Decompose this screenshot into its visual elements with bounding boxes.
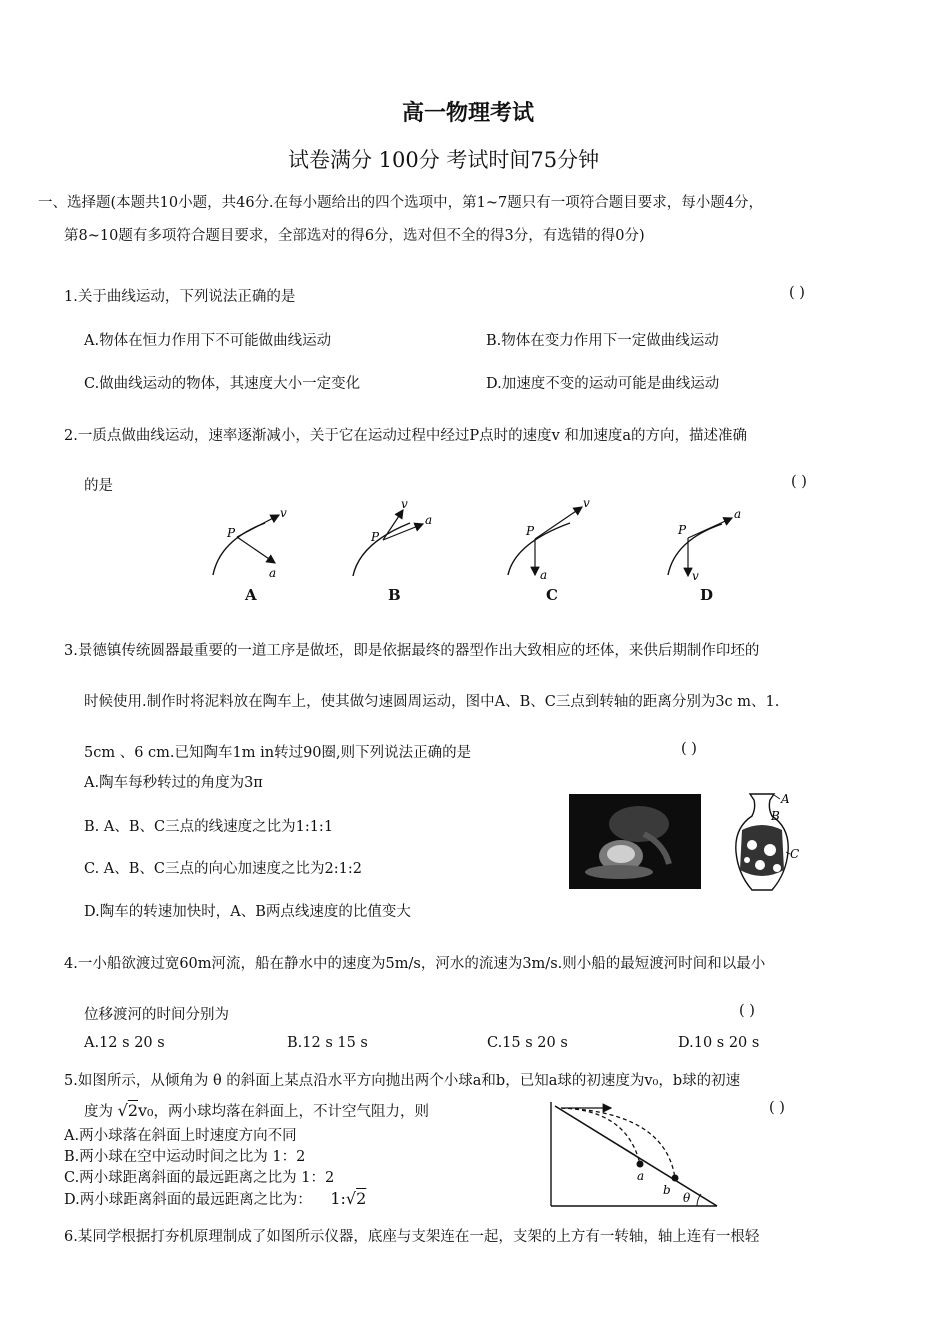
vase-label-c: C bbox=[790, 847, 800, 861]
fig-a-p-label: P bbox=[227, 526, 236, 540]
q5-v0b: v₀ bbox=[138, 1101, 154, 1120]
fig-d-p-label: P bbox=[678, 523, 687, 537]
q4-stem-line1: 4.一小船欲渡过宽60m河流，船在静水中的速度为5m/s，河水的流速为3m/s.则小船的最短渡河时间和以最小 bbox=[64, 956, 766, 972]
q5-answer-paren: ( ) bbox=[769, 1100, 785, 1116]
q4-option-b: B.12 s 15 s bbox=[287, 1035, 368, 1051]
page-subtitle: 试卷满分 100分 考试时间75分钟 bbox=[288, 148, 600, 172]
q5-ratio-lead: 1: bbox=[330, 1189, 346, 1208]
q5-sqrt-expr: √2v₀ bbox=[117, 1101, 154, 1120]
q5-sqrt-value: 2 bbox=[127, 1101, 138, 1120]
q1-option-c: C.做曲线运动的物体，其速度大小一定变化 bbox=[84, 376, 361, 392]
incline-figure bbox=[547, 1098, 722, 1210]
fig-c-p-label: P bbox=[526, 524, 535, 538]
q4-stem-line2: 位移渡河的时间分别为 bbox=[84, 1007, 229, 1023]
q1-option-d: D.加速度不变的运动可能是曲线运动 bbox=[486, 376, 720, 392]
q3-stem-line1: 3.景德镇传统圆器最重要的一道工序是做坯，即是依据最终的器型作出大致相应的坯体，来供后期制作印坯的 bbox=[64, 643, 760, 659]
q3-stem-line2: 时候使用.制作时将泥料放在陶车上，使其做匀速圆周运动，图中A、B、C三点到转轴的距离分别为3c m、1. bbox=[84, 694, 780, 710]
fig-d-letter: D bbox=[700, 586, 714, 604]
q3-option-d: D.陶车的转速加快时，A、B两点线速度的比值变大 bbox=[84, 904, 411, 920]
q5-stem2-pre: 度为 bbox=[84, 1104, 113, 1120]
q5-option-b: B.两小球在空中运动时间之比为 1：2 bbox=[64, 1149, 306, 1165]
q4-answer-paren: ( ) bbox=[739, 1003, 755, 1019]
q3-option-b: B. A、B、C三点的线速度之比为1:1:1 bbox=[84, 819, 334, 835]
q5-v0: v₀ bbox=[644, 1073, 659, 1089]
q1-stem: 1.关于曲线运动，下列说法正确的是 bbox=[64, 289, 296, 305]
q5-stem-line1 bbox=[64, 1069, 740, 1090]
section-instruction-line2: 第8~10题有多项符合题目要求，全部选对的得6分，选对但不全的得3分，有选错的得0分) bbox=[64, 228, 645, 244]
q4-option-c: C.15 s 20 s bbox=[487, 1035, 568, 1051]
fig-b-letter: B bbox=[388, 586, 401, 604]
vase-label-a: A bbox=[781, 792, 790, 806]
fig-d-a-label: a bbox=[734, 507, 742, 521]
fig-b-a-label: a bbox=[425, 513, 433, 527]
q3-option-a: A.陶车每秒转过的角度为3π bbox=[84, 775, 263, 791]
q2-figure-b bbox=[345, 498, 445, 598]
q2-stem-line2: 的是 bbox=[84, 478, 113, 494]
q2-figure-d bbox=[660, 500, 760, 600]
page-title: 高一物理考试 bbox=[402, 100, 535, 126]
q4-option-a: A.12 s 20 s bbox=[84, 1035, 165, 1051]
incline-label-a: a bbox=[637, 1169, 645, 1183]
fig-a-letter: A bbox=[245, 586, 257, 604]
q5-stem-end: ，b球的初速 bbox=[658, 1073, 741, 1089]
q1-option-a: A.物体在恒力作用下不可能做曲线运动 bbox=[84, 333, 332, 349]
q2-figure-c bbox=[500, 495, 600, 595]
q1-option-b: B.物体在变力作用下一定做曲线运动 bbox=[486, 333, 719, 349]
q5-stem-line2 bbox=[84, 1100, 429, 1121]
fig-b-v-label: v bbox=[401, 497, 408, 511]
q2-answer-paren: ( ) bbox=[791, 474, 807, 490]
fig-d-v-label: v bbox=[692, 569, 699, 583]
q3-answer-paren: ( ) bbox=[681, 741, 697, 757]
pottery-photo bbox=[569, 794, 701, 889]
section-instruction-line1: 一、选择题(本题共10小题，共46分.在每小题给出的四个选项中，第1~7题只有一项符合题目要求，每小题4分， bbox=[38, 195, 763, 211]
fig-b-p-label: P bbox=[371, 530, 380, 544]
fig-c-v-label: v bbox=[583, 496, 590, 510]
q3-option-c: C. A、B、C三点的向心加速度之比为2:1:2 bbox=[84, 861, 362, 877]
incline-label-theta: θ bbox=[683, 1191, 691, 1205]
fig-a-v-label: v bbox=[280, 506, 287, 520]
q3-stem-line3: 5cm 、6 cm.已知陶车1m in转过90圈,则下列说法正确的是 bbox=[84, 745, 472, 761]
q2-stem-line1: 2.一质点做曲线运动，速率逐渐减小，关于它在运动过程中经过P点时的速度v 和加速度a的方向，描述准确 bbox=[64, 428, 748, 444]
q5-option-d-ratio: 1:√2 bbox=[330, 1189, 367, 1208]
incline-label-b: b bbox=[663, 1183, 671, 1197]
q5-option-a: A.两小球落在斜面上时速度方向不同 bbox=[64, 1128, 297, 1144]
q5-option-c: C.两小球距离斜面的最远距离之比为 1：2 bbox=[64, 1170, 335, 1186]
fig-c-letter: C bbox=[546, 586, 558, 604]
vase-label-b: B bbox=[771, 809, 780, 823]
vase-drawing bbox=[722, 790, 802, 895]
q5-option-d-text: D.两小球距离斜面的最远距离之比为： bbox=[64, 1192, 312, 1208]
q1-answer-paren: ( ) bbox=[789, 285, 805, 301]
q5-stem-text: 5.如图所示，从倾角为 θ 的斜面上某点沿水平方向抛出两个小球a和b，已知a球的初速度为 bbox=[64, 1073, 645, 1089]
q5-stem2-post: ，两小球均落在斜面上，不计空气阻力，则 bbox=[153, 1104, 429, 1120]
q5-ratio-sqrt: 2 bbox=[356, 1189, 367, 1208]
q5-option-d bbox=[64, 1188, 366, 1209]
q4-option-d: D.10 s 20 s bbox=[678, 1035, 760, 1051]
fig-a-a-label: a bbox=[269, 566, 277, 580]
fig-c-a-label: a bbox=[540, 568, 548, 582]
q6-stem-line1: 6.某同学根据打夯机原理制成了如图所示仪器，底座与支架连在一起，支架的上方有一转轴，轴上连有一根轻 bbox=[64, 1229, 760, 1245]
